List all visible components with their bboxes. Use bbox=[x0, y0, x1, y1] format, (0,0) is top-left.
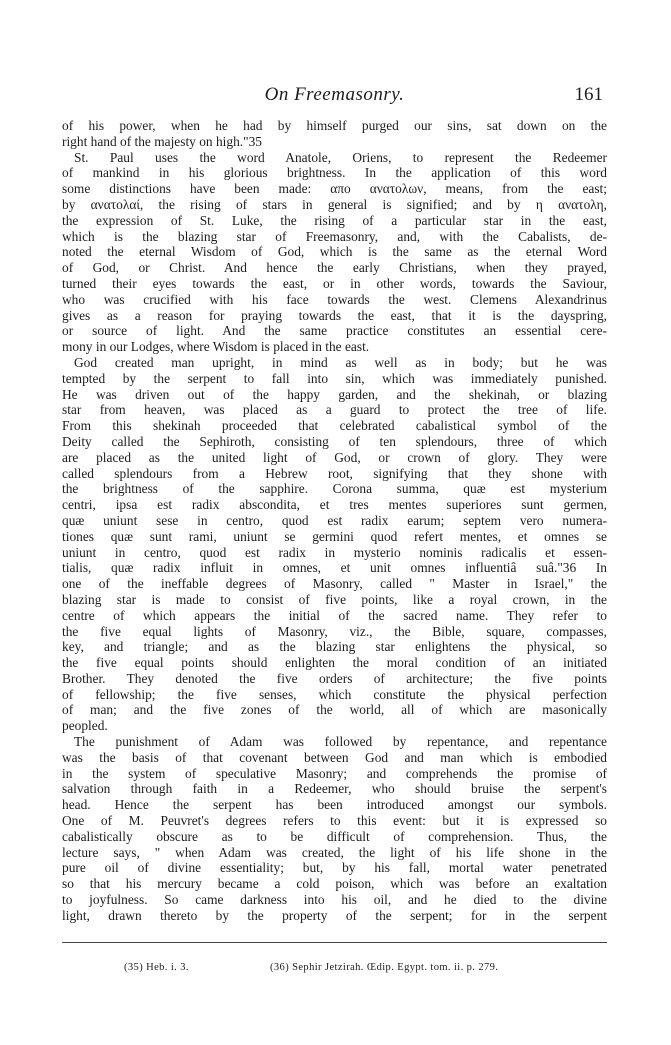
text-line: head. Hence the serpent has been introduced amongst our symbols. bbox=[62, 797, 607, 813]
text-line: tiones quæ sunt rami, uniunt se germini quod refert mentes, et omnes se bbox=[62, 528, 607, 544]
footnote-36: (36) Sephir Jetzirah. Œdip. Egypt. tom. ii. p. 279. bbox=[270, 962, 499, 973]
page-title: On Freemasonry. bbox=[264, 84, 405, 105]
text-line: cabalistically obscure as to be difficult of comprehension. Thus, the bbox=[62, 828, 607, 844]
paragraph-start-line: God created man upright, in mind as well as in body; but he was bbox=[74, 354, 607, 370]
text-line: One of M. Peuvret's degrees refers to this event: but it is expressed so bbox=[62, 813, 607, 829]
text-line: of mankind in his glorious brightness. In the application of this word bbox=[62, 165, 607, 181]
text-line: noted the eternal Wisdom of God, which is the same as the eternal Word bbox=[62, 244, 607, 260]
text-line: gives as a reason for praying towards the east, that it is the dayspring, bbox=[62, 307, 607, 323]
text-line: of fellowship; the five senses, which constitute the physical perfection bbox=[62, 686, 607, 702]
text-line: star from heaven, was placed as a guard to protect the tree of life. bbox=[62, 402, 607, 418]
text-line: so that his mercury became a cold poison, which was before an exaltation bbox=[62, 876, 607, 892]
footnote-divider bbox=[62, 942, 607, 943]
text-line: was the basis of that covenant between God and man which is embodied bbox=[62, 749, 607, 765]
text-line: key, and triangle; and as the blazing star enlightens the physical, so bbox=[62, 639, 607, 655]
text-line: blazing star is made to consist of five points, like a royal crown, in the bbox=[62, 591, 607, 607]
text-line: tempted by the serpent to fall into sin, which was immediately punished. bbox=[62, 370, 607, 386]
footnote-35: (35) Heb. i. 3. bbox=[124, 962, 189, 973]
text-line: light, drawn thereto by the property of the serpent; for in the serpent bbox=[62, 907, 607, 923]
text-line: of man; and the five zones of the world, all of which are masonically bbox=[62, 702, 607, 718]
text-line: are placed as the united light of God, or crown of glory. They were bbox=[62, 449, 607, 465]
text-line: who was crucified with his face towards the west. Clemens Alexandrinus bbox=[62, 291, 607, 307]
text-line: some distinctions have been made: απο ανατολων, means, from the east; bbox=[62, 181, 607, 197]
page-number: 161 bbox=[574, 84, 603, 105]
text-line: the expression of St. Luke, the rising of a particular star in the east, bbox=[62, 212, 607, 228]
text-line: of God, or Christ. And hence the early Christians, when they prayed, bbox=[62, 260, 607, 276]
text-line: right hand of the majesty on high."35 bbox=[62, 133, 262, 149]
text-line: lecture says, " when Adam was created, the light of his life shone in the bbox=[62, 844, 607, 860]
text-line: Deity called the Sephiroth, consisting of ten splendours, three of which bbox=[62, 433, 607, 449]
text-line: peopled. bbox=[62, 718, 108, 734]
text-line: centri, ipsa est radix abscondita, et tres mentes superiores sunt germen, bbox=[62, 497, 607, 513]
body-text bbox=[62, 118, 607, 924]
text-line: the five equal lights of Masonry, viz., the Bible, square, compasses, bbox=[62, 623, 607, 639]
text-line: the five equal points should enlighten the moral condition of an initiated bbox=[62, 655, 607, 671]
text-line: which is the blazing star of Freemasonry, and, with the Cabalists, de- bbox=[62, 228, 607, 244]
text-line: of his power, when he had by himself purged our sins, sat down on the bbox=[62, 118, 607, 133]
text-line: one of the ineffable degrees of Masonry, called " Master in Israel," the bbox=[62, 576, 607, 592]
text-line: He was driven out of the happy garden, and the shekinah, or blazing bbox=[62, 386, 607, 402]
text-line: Brother. They denoted the five orders of architecture; the five points bbox=[62, 670, 607, 686]
text-line: salvation through faith in a Redeemer, who should bruise the serpent's bbox=[62, 781, 607, 797]
text-line: pure oil of divine essentiality; but, by his fall, mortal water penetrated bbox=[62, 860, 607, 876]
text-line: From this shekinah proceeded that celebrated cabalistical symbol of the bbox=[62, 418, 607, 434]
text-line: tialis, quæ radix influit in omnes, et unit omnes influentiâ suâ."36 In bbox=[62, 560, 607, 576]
text-line: mony in our Lodges, where Wisdom is placed in the east. bbox=[62, 339, 370, 355]
text-line: quæ uniunt sese in centro, quod est radix earum; septem vero numera- bbox=[62, 512, 607, 528]
text-line: to joyfulness. So came darkness into his oil, and he died to the divine bbox=[62, 892, 607, 908]
text-line: centre of which appears the initial of the sacred name. They refer to bbox=[62, 607, 607, 623]
text-line: uniunt in centro, quod est radix in mysterio nominis radicalis et essen- bbox=[62, 544, 607, 560]
text-line: in the system of speculative Masonry; and comprehends the promise of bbox=[62, 765, 607, 781]
text-line: by ανατολαί, the rising of stars in general is signified; and by η ανατολη, bbox=[62, 196, 607, 212]
text-line: the brightness of the sapphire. Corona summa, quæ est mysterium bbox=[62, 481, 607, 497]
text-line: called splendours from a Hebrew root, signifying that they shone with bbox=[62, 465, 607, 481]
paragraph-start-line: The punishment of Adam was followed by repentance, and repentance bbox=[74, 734, 607, 750]
running-header bbox=[62, 84, 607, 110]
paragraph-start-line: St. Paul uses the word Anatole, Oriens, to represent the Redeemer bbox=[74, 149, 607, 165]
text-line: turned their eyes towards the east, or in other words, towards the Saviour, bbox=[62, 275, 607, 291]
text-line: or source of light. And the same practice constitutes an essential cere- bbox=[62, 323, 607, 339]
